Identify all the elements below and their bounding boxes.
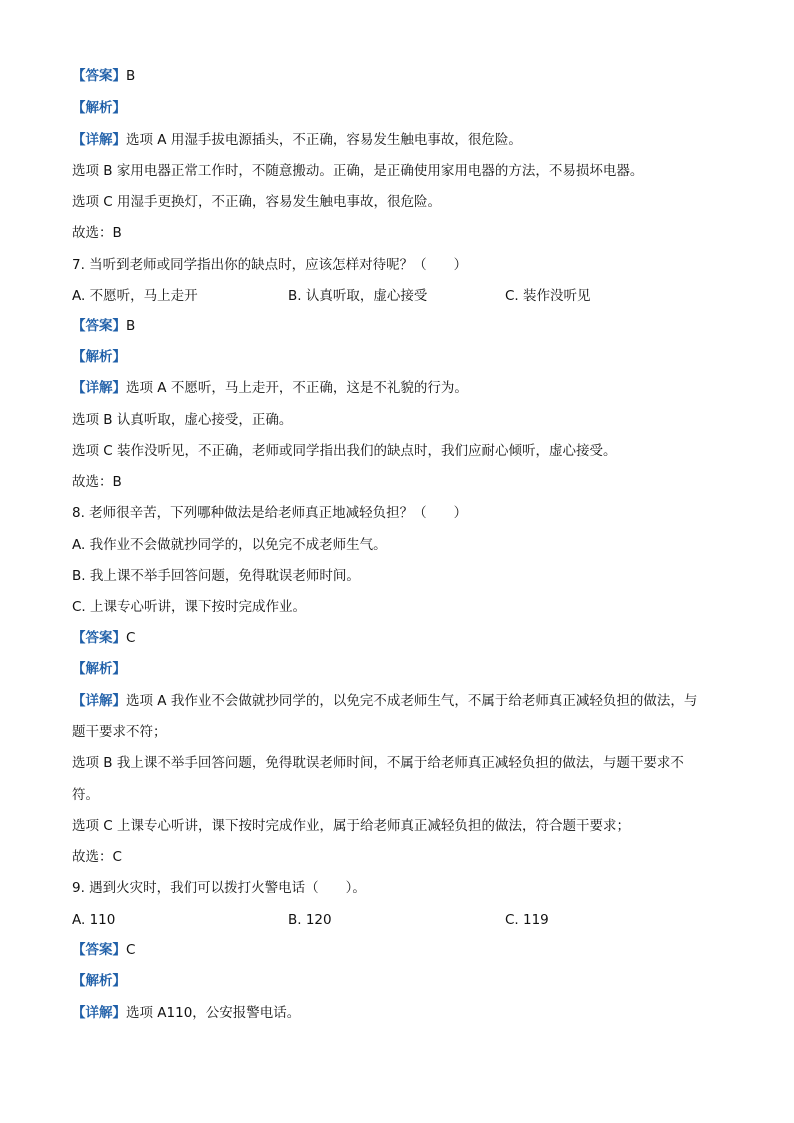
q8-select: 故选：C bbox=[72, 849, 122, 865]
analysis-tag: 【解析】 bbox=[72, 100, 126, 116]
q6-analysis-line bbox=[72, 98, 126, 118]
q9-option-c: C. 119 bbox=[505, 912, 549, 928]
detail-text: 选项 A 不愿听，马上走开，不正确，这是不礼貌的行为。 bbox=[126, 380, 468, 396]
q8-answer-line bbox=[72, 628, 135, 648]
q8-option-c: C. 上课专心听讲，课下按时完成作业。 bbox=[72, 599, 307, 615]
detail-text: 选项 A110，公安报警电话。 bbox=[126, 1005, 301, 1021]
detail-tag: 【详解】 bbox=[72, 693, 126, 709]
q8-option-a: A. 我作业不会做就抄同学的，以免完不成老师生气。 bbox=[72, 537, 387, 553]
q6-answer-line bbox=[72, 66, 135, 86]
answer-value: C bbox=[126, 630, 136, 646]
q6-detail-c: 选项 C 用湿手更换灯，不正确，容易发生触电事故，很危险。 bbox=[72, 194, 442, 210]
answer-tag: 【答案】 bbox=[72, 942, 126, 958]
answer-value: B bbox=[126, 318, 136, 334]
analysis-tag: 【解析】 bbox=[72, 973, 126, 989]
q7-option-b: B. 认真听取，虚心接受 bbox=[288, 288, 428, 304]
answer-tag: 【答案】 bbox=[72, 630, 126, 646]
q9-detail-a bbox=[72, 1003, 300, 1023]
q9-stem: 9. 遇到火灾时，我们可以拨打火警电话（ ）。 bbox=[72, 880, 366, 896]
q9-analysis-line bbox=[72, 971, 126, 991]
q8-detail-b2: 符。 bbox=[72, 787, 99, 803]
q8-detail-b1: 选项 B 我上课不举手回答问题，免得耽误老师时间，不属于给老师真正减轻负担的做法，与题干要求不 bbox=[72, 755, 684, 771]
detail-text: 选项 A 我作业不会做就抄同学的，以免完不成老师生气，不属于给老师真正减轻负担的做法，与 bbox=[126, 693, 698, 709]
analysis-tag: 【解析】 bbox=[72, 349, 126, 365]
q7-detail-b: 选项 B 认真听取，虚心接受，正确。 bbox=[72, 412, 293, 428]
detail-tag: 【详解】 bbox=[72, 380, 126, 396]
detail-tag: 【详解】 bbox=[72, 132, 126, 148]
q8-detail-a1 bbox=[72, 691, 697, 711]
q7-option-a: A. 不愿听，马上走开 bbox=[72, 288, 198, 304]
q6-detail-a bbox=[72, 130, 522, 150]
detail-tag: 【详解】 bbox=[72, 1005, 126, 1021]
answer-value: C bbox=[126, 942, 136, 958]
q6-detail-b: 选项 B 家用电器正常工作时，不随意搬动。正确，是正确使用家用电器的方法，不易损坏电器。 bbox=[72, 163, 644, 179]
q9-option-a: A. 110 bbox=[72, 912, 116, 928]
q9-option-b: B. 120 bbox=[288, 912, 332, 928]
detail-text: 选项 A 用湿手拔电源插头，不正确，容易发生触电事故，很危险。 bbox=[126, 132, 522, 148]
q7-option-c: C. 装作没听见 bbox=[505, 288, 591, 304]
answer-tag: 【答案】 bbox=[72, 68, 126, 84]
answer-tag: 【答案】 bbox=[72, 318, 126, 334]
q8-detail-c: 选项 C 上课专心听讲，课下按时完成作业，属于给老师真正减轻负担的做法，符合题干要求； bbox=[72, 818, 631, 834]
q8-option-b: B. 我上课不举手回答问题，免得耽误老师时间。 bbox=[72, 568, 360, 584]
q7-detail-a bbox=[72, 378, 468, 398]
q8-stem: 8. 老师很辛苦，下列哪种做法是给老师真正地减轻负担？（ ） bbox=[72, 505, 468, 521]
q7-detail-c: 选项 C 装作没听见，不正确，老师或同学指出我们的缺点时，我们应耐心倾听，虚心接受。 bbox=[72, 443, 617, 459]
q9-answer-line bbox=[72, 940, 135, 960]
q8-detail-a2: 题干要求不符； bbox=[72, 724, 167, 740]
q7-select: 故选：B bbox=[72, 474, 122, 490]
answer-value: B bbox=[126, 68, 136, 84]
q7-analysis-line bbox=[72, 347, 126, 367]
analysis-tag: 【解析】 bbox=[72, 661, 126, 677]
q8-analysis-line bbox=[72, 659, 126, 679]
q7-stem: 7. 当听到老师或同学指出你的缺点时，应该怎样对待呢？（ ） bbox=[72, 257, 468, 273]
q7-answer-line bbox=[72, 316, 135, 336]
q6-select: 故选：B bbox=[72, 225, 122, 241]
